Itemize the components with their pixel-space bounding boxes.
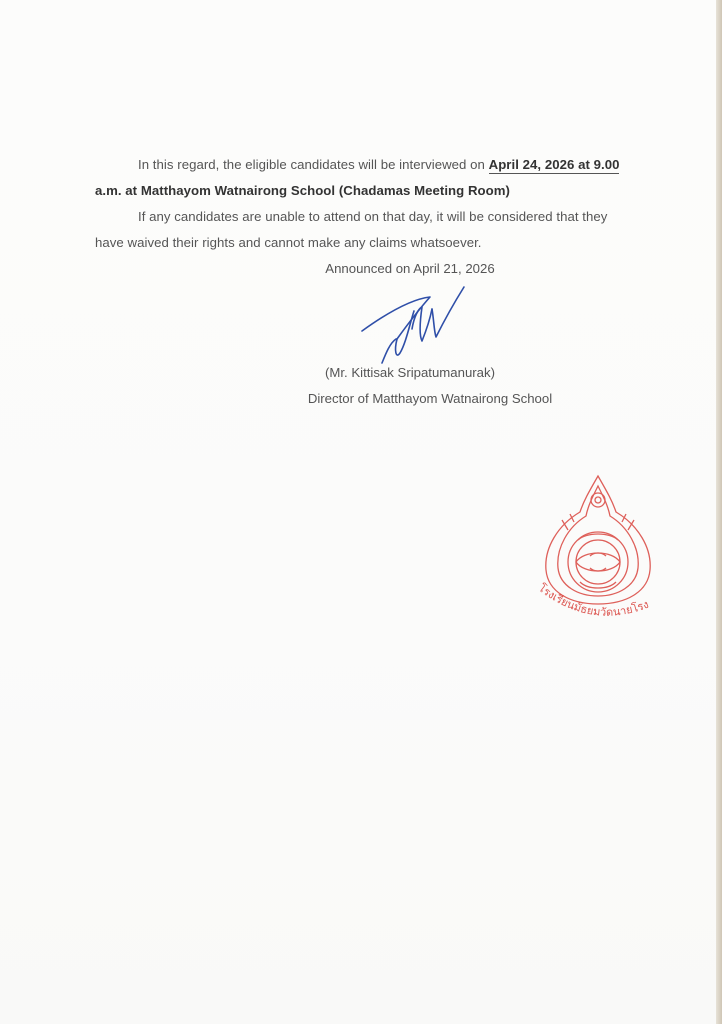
paragraph-2-line-1: If any candidates are unable to attend on that day, it will be considered that they [138,209,608,224]
director-signature [352,281,472,366]
interview-date-time: April 24, 2026 at 9.00 [488,157,620,172]
paragraph-1-line-1 [138,157,619,172]
paragraph-1-text: In this regard, the eligible candidates will be interviewed on [138,157,489,172]
signatory-title: Director of Matthayom Watnairong School [307,391,553,406]
announcement-date: Announced on April 21, 2026 [325,261,495,276]
paragraph-2-line-2: have waived their rights and cannot make any claims whatsoever. [95,235,482,250]
school-seal-stamp [528,470,678,630]
seal-text: โรงเรียนมัธยมวัดนายโรง [535,581,651,619]
page-edge [716,0,722,1024]
paragraph-1-line-2: a.m. at Matthayom Watnairong School (Chadamas Meeting Room) [95,183,510,198]
signatory-name: (Mr. Kittisak Sripatumanurak) [324,365,496,380]
